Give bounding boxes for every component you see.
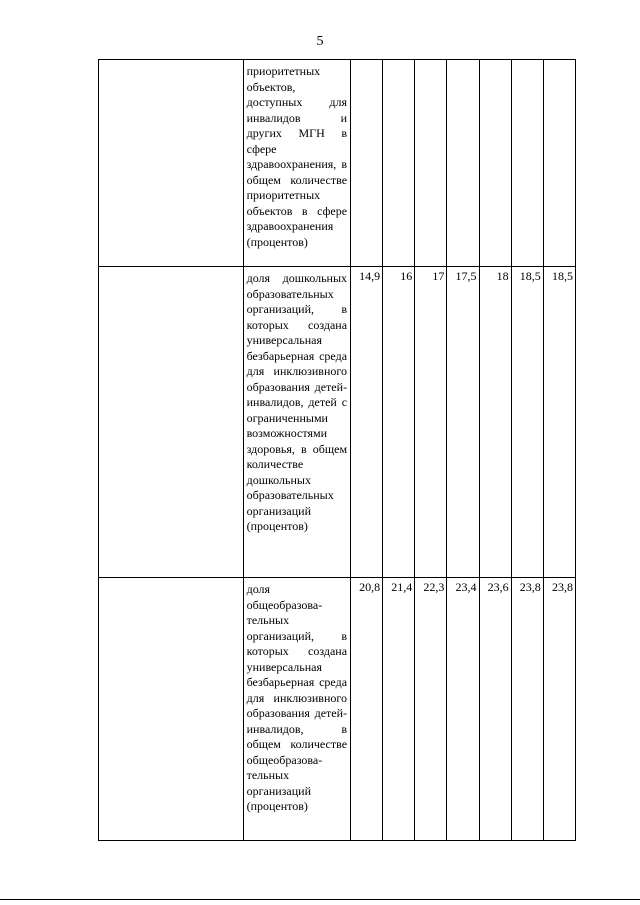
value-cell: 22,3: [415, 578, 447, 841]
value-cell: [543, 60, 575, 267]
indicators-table: [98, 59, 576, 841]
indicator-description: доля общеобразовательных организаций, в которых создана универсальная безбарьерная среда для инклюзивного образования детей-инвалидов, в общем количестве общеобразовательных организаций (процентов): [246, 582, 348, 813]
value-cell: 17: [415, 267, 447, 578]
value-cell: 23,8: [543, 578, 575, 841]
value-cell: [479, 60, 511, 267]
empty-cell: [99, 267, 244, 578]
value-cell: 18,5: [543, 267, 575, 578]
indicator-description: доля дошкольных образовательных организаций, в которых создана универсальная безбарьерная среда для инклюзивного образования детей-инвалидов, детей с ограниченными возможностями здоровья, в общем количестве дошкольных образовательных организаций (процентов): [246, 271, 348, 533]
table-row: [99, 60, 576, 267]
value-cell: [383, 60, 415, 267]
value-cell: 20,8: [351, 578, 383, 841]
value-cell: 21,4: [383, 578, 415, 841]
page-number: 5: [316, 34, 324, 49]
empty-cell: [99, 578, 244, 841]
description-cell: [243, 267, 350, 578]
description-cell: [243, 578, 350, 841]
value-cell: 23,8: [511, 578, 543, 841]
table-row: [99, 267, 576, 578]
value-cell: 17,5: [447, 267, 479, 578]
description-cell: [243, 60, 350, 267]
value-cell: 23,4: [447, 578, 479, 841]
table-row: [99, 578, 576, 841]
page-bottom-rule: [0, 899, 640, 900]
value-cell: [447, 60, 479, 267]
value-cell: [415, 60, 447, 267]
value-cell: [511, 60, 543, 267]
empty-cell: [99, 60, 244, 267]
value-cell: 18: [479, 267, 511, 578]
value-cell: 16: [383, 267, 415, 578]
value-cell: 14,9: [351, 267, 383, 578]
value-cell: 23,6: [479, 578, 511, 841]
value-cell: [351, 60, 383, 267]
indicator-description: приоритетных объектов, доступных для инвалидов и других МГН в сфере здравоохранения, в общем количестве приоритетных объектов в сфере здравоохранения (процентов): [246, 64, 348, 249]
value-cell: 18,5: [511, 267, 543, 578]
